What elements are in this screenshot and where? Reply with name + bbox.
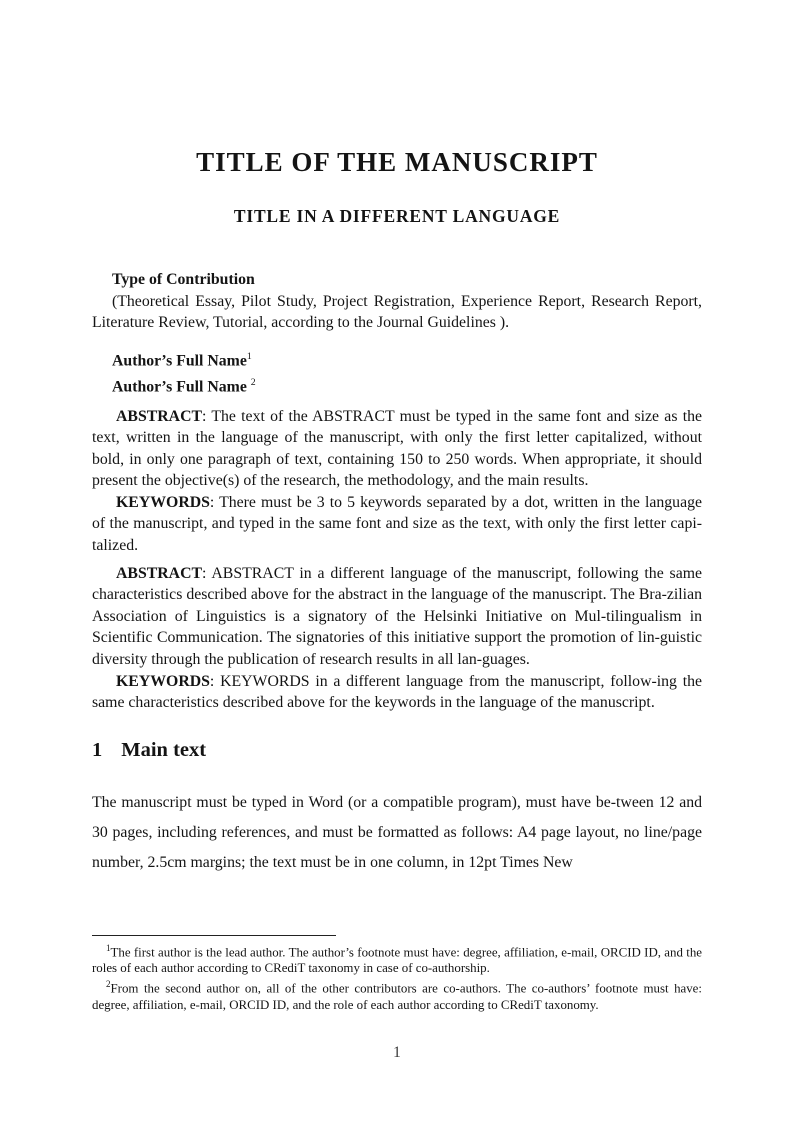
abstract-primary-text: : The text of the ABSTRACT must be typed in the same font and size as the text, written in the language of the manuscript, with only the first letter capitalized, without bold, in only one paragraph of text, containing 150 to 250 words. When appropriate, it should present the objective(s) of the research, the methodology, and the main results. <box>92 407 702 490</box>
abstract-primary-paragraph <box>92 406 702 492</box>
footnote-rule <box>92 935 336 936</box>
page-title: TITLE OF THE MANUSCRIPT <box>196 147 598 177</box>
keywords-secondary-label: KEYWORDS <box>116 672 210 690</box>
section-heading-main-text <box>92 737 702 763</box>
author-name-2: Author’s Full Name <box>112 377 251 395</box>
author-line-1 <box>112 346 702 372</box>
abstract-secondary-text: : ABSTRACT in a different language of the manuscript, following the same characteristics described above for the abstract in the language of the manuscript. The Bra-zilian Association of Linguistics is a signatory of the Helsinki Initiative on Mul-tilingualism in Scientific Communication. The signatories of this initiative support the promotion of lin-guistic diversity through the publication of research results in all lan-guages. <box>92 564 702 669</box>
author-line-2 <box>112 372 702 398</box>
abstract-secondary-paragraph <box>92 563 702 671</box>
author-block <box>92 346 702 398</box>
footnote-marker-2: 2 <box>106 979 111 990</box>
keywords-secondary-paragraph <box>92 671 702 714</box>
footnote-1 <box>92 940 702 976</box>
footnote-2 <box>92 976 702 1012</box>
keywords-primary-paragraph <box>92 492 702 557</box>
abstract-secondary-label: ABSTRACT <box>116 564 203 582</box>
author-name-1: Author’s Full Name <box>112 352 247 370</box>
contribution-text: (Theoretical Essay, Pilot Study, Project Registration, Experience Report, Research Report, Literature Review, Tutorial, according to the Journal Guidelines ). <box>92 292 702 332</box>
text-column <box>92 0 702 878</box>
author-footnote-ref-1: 1 <box>246 350 252 362</box>
keywords-secondary-text: : KEYWORDS in a different language from the manuscript, follow-ing the same characteristics described above for the keywords in the language of the manuscript. <box>92 672 702 712</box>
main-text-paragraph: The manuscript must be typed in Word (or a compatible program), must have be-tween 12 and 30 pages, including references, and must be formatted as follows: A4 page layout, no line/page number, 2.5cm margins; the text must be in one column, in 12pt Times New <box>92 793 702 871</box>
section-number: 1 <box>92 738 103 761</box>
footnote-text-1: The first author is the lead author. The author’s footnote must have: degree, affiliation, e-mail, ORCID ID, and the roles of each author according to CRediT taxonomy in case of co-authorship. <box>92 945 702 976</box>
page-number: 1 <box>393 1044 401 1061</box>
contribution-heading: Type of Contribution <box>112 271 255 288</box>
footnote-marker-1: 1 <box>106 943 111 953</box>
keywords-primary-label: KEYWORDS <box>116 493 210 511</box>
footnotes-section <box>92 935 702 1013</box>
page-subtitle: TITLE IN A DIFFERENT LANGUAGE <box>233 206 561 226</box>
section-title: Main text <box>121 738 207 761</box>
author-footnote-ref-2: 2 <box>250 376 256 388</box>
keywords-primary-text: : There must be 3 to 5 keywords separated by a dot, written in the language of the manuscript, and typed in the same font and size as the text, with only the first letter capi-talized. <box>92 493 702 555</box>
footnote-text-2: From the second author on, all of the other contributors are co-authors. The co-authors’ footnote must have: degree, affiliation, e-mail, ORCID ID, and the role of each author according to CRediT taxonomy. <box>92 981 702 1012</box>
abstract-primary-label: ABSTRACT <box>116 407 203 425</box>
